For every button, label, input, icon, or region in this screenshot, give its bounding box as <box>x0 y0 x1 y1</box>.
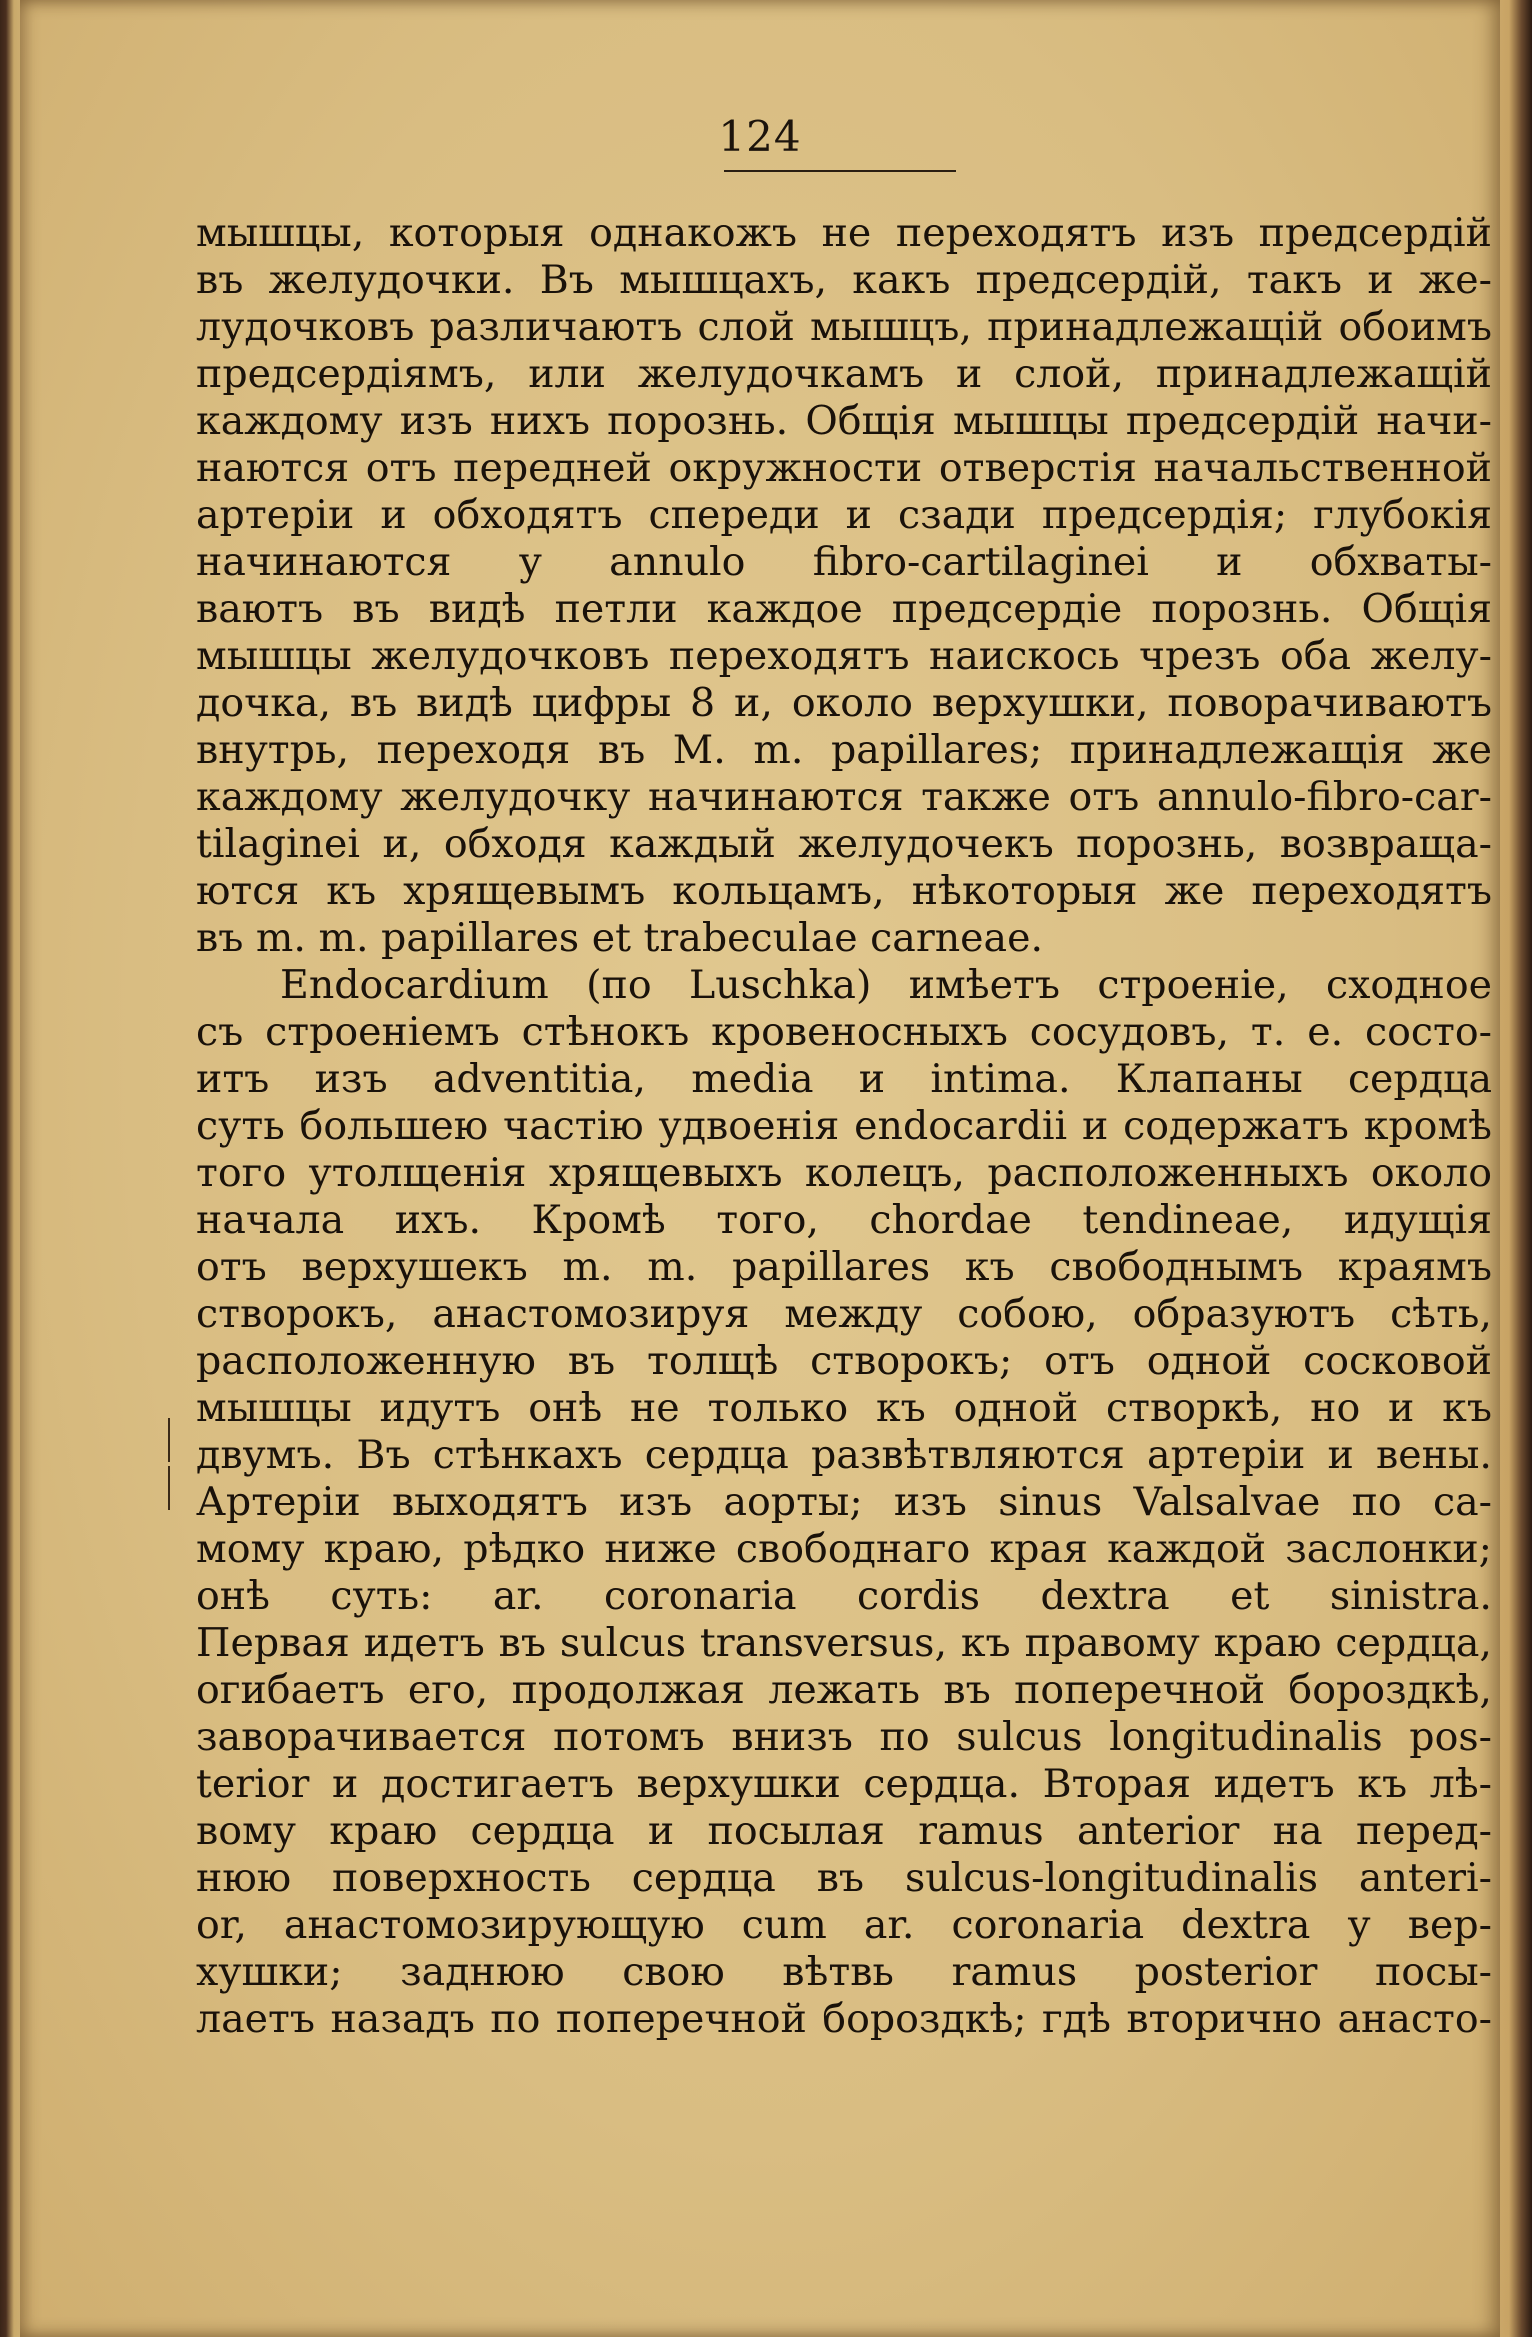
page-number-rule <box>724 170 956 172</box>
text-line: Первая идетъ въ sulcus transversus, къ правому краю сердца, <box>196 1620 1492 1666</box>
paragraph-start-line: Endocardium (по Luschka) имѣетъ строеніе, сходное <box>280 962 1492 1008</box>
body-text <box>196 210 1492 2043</box>
text-line: мому краю, рѣдко ниже свободнаго края каждой заслонки; <box>196 1526 1492 1572</box>
text-line: створокъ, анастомозируя между собою, образуютъ сѣть, <box>196 1291 1492 1337</box>
text-line: онѣ суть: ar. coronaria cordis dextra et sinistra. <box>196 1573 1492 1619</box>
text-line: отъ верхушекъ m. m. papillares къ свободнымъ краямъ <box>196 1244 1492 1290</box>
text-line: мышцы идутъ онѣ не только къ одной створкѣ, но и къ <box>196 1385 1492 1431</box>
text-line: нюю поверхность сердца въ sulcus-longitudinalis anteri- <box>196 1855 1492 1901</box>
text-line: ются къ хрящевымъ кольцамъ, нѣкоторыя же переходятъ <box>196 868 1492 914</box>
text-line: or, анастомозирующую cum ar. coronaria dextra у вер- <box>196 1902 1492 1948</box>
text-line: предсердіямъ, или желудочкамъ и слой, принадлежащій <box>196 351 1492 397</box>
text-line: лудочковъ различаютъ слой мышцъ, принадлежащій обоимъ <box>196 304 1492 350</box>
margin-mark <box>168 1418 170 1462</box>
text-line: каждому желудочку начинаются также отъ annulo-fibro-car- <box>196 774 1492 820</box>
text-line: начинаются у annulo fibro-cartilaginei и обхваты- <box>196 539 1492 585</box>
text-line: terior и достигаетъ верхушки сердца. Вторая идетъ къ лѣ- <box>196 1761 1492 1807</box>
text-line: хушки; заднюю свою вѣтвь ramus posterior посы- <box>196 1949 1492 1995</box>
text-line: внутрь, переходя въ M. m. papillares; принадлежащія же <box>196 727 1492 773</box>
text-line: каждому изъ нихъ порознь. Общія мышцы предсердій начи- <box>196 398 1492 444</box>
text-line: суть большею частію удвоенія endocardii и содержатъ кромѣ <box>196 1103 1492 1149</box>
text-line: Артеріи выходятъ изъ аорты; изъ sinus Valsalvae по са- <box>196 1479 1492 1525</box>
text-line: двумъ. Въ стѣнкахъ сердца развѣтвляются артеріи и вены. <box>196 1432 1492 1478</box>
text-line: въ желудочки. Въ мышцахъ, какъ предсердій, такъ и же- <box>196 257 1492 303</box>
text-line: огибаетъ его, продолжая лежать въ поперечной бороздкѣ, <box>196 1667 1492 1713</box>
margin-mark <box>168 1466 170 1510</box>
text-line: расположенную въ толщѣ створокъ; отъ одной сосковой <box>196 1338 1492 1384</box>
text-line: tilaginei и, обходя каждый желудочекъ порознь, возвраща- <box>196 821 1492 867</box>
text-line: наются отъ передней окружности отверстія начальственной <box>196 445 1492 491</box>
text-line: въ m. m. papillares et trabeculae carneae. <box>196 915 1044 961</box>
text-line: итъ изъ adventitia, media и intima. Клапаны сердца <box>196 1056 1492 1102</box>
text-line: того утолщенія хрящевыхъ колецъ, расположенныхъ около <box>196 1150 1492 1196</box>
text-line: мышцы желудочковъ переходятъ наискось чрезъ оба желу- <box>196 633 1492 679</box>
text-line: заворачивается потомъ внизъ по sulcus longitudinalis pos- <box>196 1714 1492 1760</box>
text-line: лаетъ назадъ по поперечной бороздкѣ; гдѣ вторично анасто- <box>196 1996 1492 2042</box>
text-line: начала ихъ. Кромѣ того, chordae tendineae, идущія <box>196 1197 1492 1243</box>
text-line: ваютъ въ видѣ петли каждое предсердіе порознь. Общія <box>196 586 1492 632</box>
text-line: дочка, въ видѣ цифры 8 и, около верхушки, поворачиваютъ <box>196 680 1492 726</box>
text-line: вому краю сердца и посылая ramus anterior на перед- <box>196 1808 1492 1854</box>
text-line: съ строеніемъ стѣнокъ кровеносныхъ сосудовъ, т. е. состо- <box>196 1009 1492 1055</box>
book-page <box>20 0 1500 2337</box>
text-line: артеріи и обходятъ спереди и сзади предсердія; глубокія <box>196 492 1492 538</box>
text-line: мышцы, которыя однакожъ не переходятъ изъ предсердій <box>196 210 1492 256</box>
page-number: 124 <box>718 112 802 161</box>
